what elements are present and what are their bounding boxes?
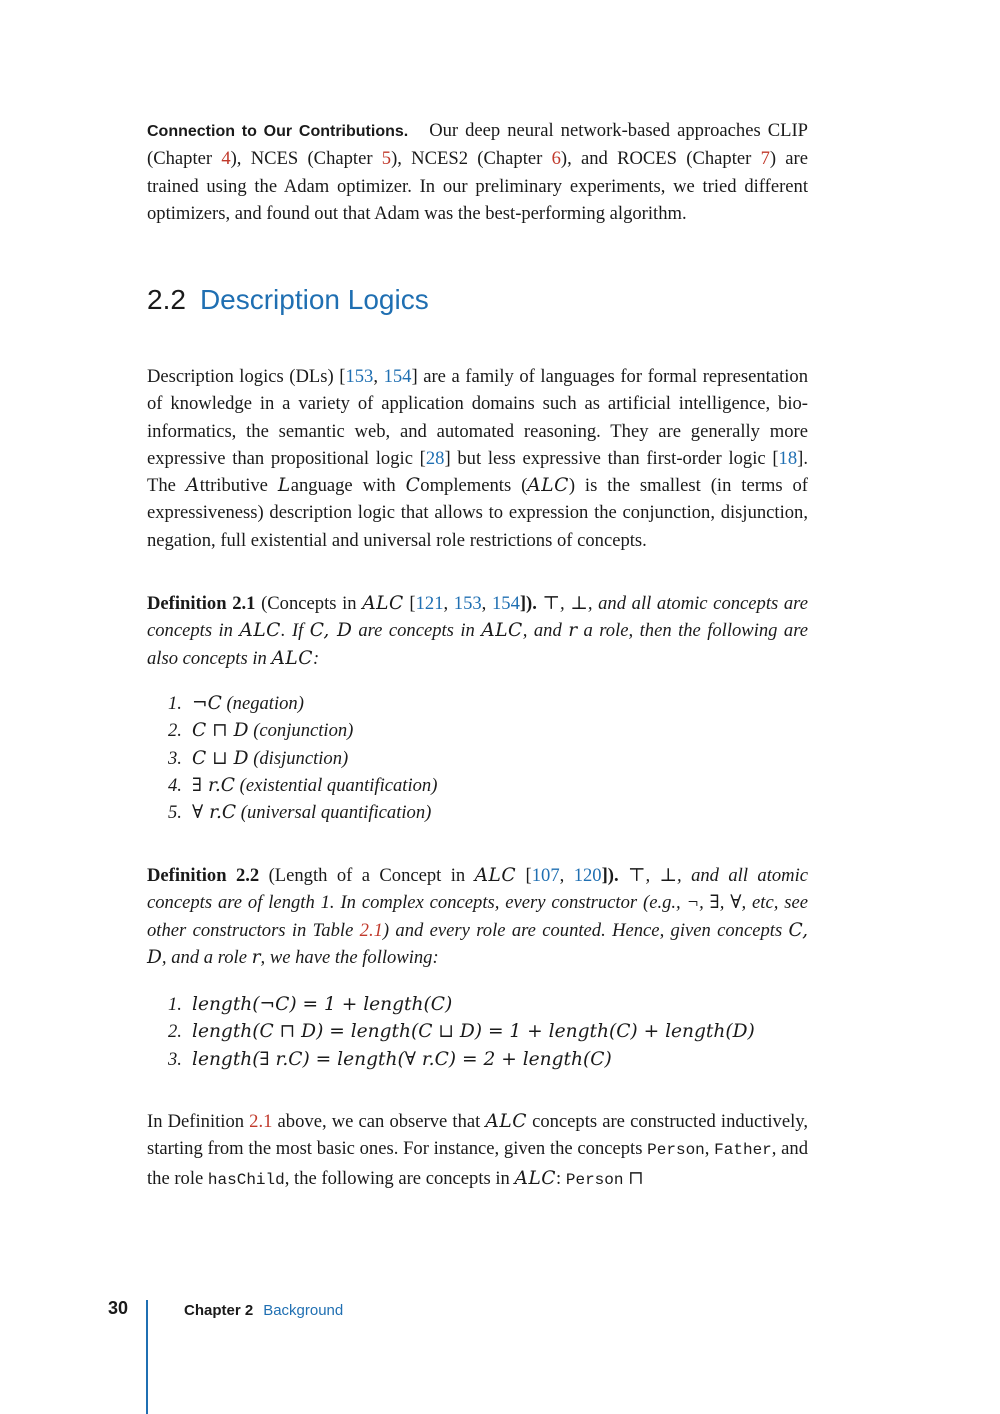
list-item xyxy=(168,717,808,744)
table-ref-2-1[interactable]: 2.1 xyxy=(359,919,383,941)
list-item xyxy=(168,799,808,826)
citation-154[interactable]: 154 xyxy=(491,593,520,614)
citation-153[interactable]: 153 xyxy=(345,366,374,387)
concept-person: Person xyxy=(565,1170,624,1189)
item-expr: length(¬C) = 1 + length(C) xyxy=(192,994,453,1015)
text: ) are trained using the Adam optimizer. In our preliminary experiments, we tried different optimizers, and found out that Adam was the best-performing algorithm. xyxy=(147,148,809,224)
math-var: r xyxy=(251,946,261,968)
chapter-name[interactable]: Background xyxy=(263,1302,344,1319)
text: . If xyxy=(280,620,310,642)
text: above, we can observe that xyxy=(272,1111,486,1132)
alc-symbol: ALC xyxy=(271,647,313,669)
item-expr: length(C ⊓ D) = length(C ⊔ D) = 1 + length(C) + length(D) xyxy=(192,1021,755,1043)
concept-person: Person xyxy=(647,1141,705,1160)
item-expr: ∀ r.C xyxy=(192,802,237,824)
page-number: 30 xyxy=(108,1298,129,1318)
item-desc: (negation) xyxy=(221,693,304,714)
alc-symbol: ALC xyxy=(485,1111,527,1132)
text: , we have the following: xyxy=(260,946,439,968)
text: ]. The xyxy=(147,447,808,497)
text: ]). xyxy=(519,593,537,614)
text: ] but less expressive than first-order logic [ xyxy=(444,447,779,469)
citation-120[interactable]: 120 xyxy=(573,865,602,886)
text: concepts are constructed inductively, starting from the most basic ones. For instance, given the concepts xyxy=(147,1111,808,1160)
text: anguage with xyxy=(290,475,406,497)
text: , xyxy=(704,1138,715,1160)
citation-107[interactable]: 107 xyxy=(531,865,560,886)
item-number: 3. xyxy=(168,747,182,769)
item-expr: length(∃ r.C) = length(∀ r.C) = 2 + length(C) xyxy=(192,1048,612,1070)
alc-symbol: ALC xyxy=(527,475,569,497)
text: ) and every role are counted. Hence, given concepts xyxy=(382,919,789,941)
definition-2-2 xyxy=(147,862,808,971)
item-expr: C ⊔ D xyxy=(192,747,249,769)
definition-2-1-list xyxy=(168,690,808,826)
text: , and xyxy=(522,620,569,642)
text: : xyxy=(312,647,320,669)
item-number: 2. xyxy=(168,1021,182,1043)
chapter-ref-5[interactable]: 5 xyxy=(381,148,392,170)
text: ⊤, ⊥, and all atomic concepts are of length 1. In complex concepts, every constructor (e.g., ¬, ∃, ∀, etc, see other constructors in Table xyxy=(147,865,809,941)
list-item xyxy=(168,690,808,717)
cal-letter: L xyxy=(277,475,291,497)
item-number: 5. xyxy=(168,802,182,824)
math-var: r xyxy=(568,620,578,642)
text: , and the role xyxy=(147,1138,808,1189)
text: (Length of a Concept in xyxy=(259,865,475,886)
alc-symbol: ALC xyxy=(481,620,523,642)
text: , xyxy=(559,865,574,886)
text: [ xyxy=(403,593,416,614)
text: , the following are concepts in xyxy=(284,1167,515,1189)
text: : xyxy=(556,1167,566,1189)
text: , xyxy=(373,366,384,387)
role-haschild: hasChild xyxy=(207,1170,285,1189)
list-item xyxy=(168,1018,808,1045)
text: , and a role xyxy=(161,946,252,968)
page-footer xyxy=(0,1298,1000,1414)
item-desc: (universal quantification) xyxy=(236,802,432,824)
math-var: C, D xyxy=(147,919,809,968)
text: Description logics (DLs) [ xyxy=(147,366,346,387)
text: ] are a family of languages for formal representation of knowledge in a variety of application domains such as artificial intelligence, bio-informatics, the semantic web, and automated reasoning. They are generally more expressive than propositional logic [ xyxy=(147,366,809,469)
citation-121[interactable]: 121 xyxy=(415,593,444,614)
text: ]). xyxy=(601,865,619,886)
text: ), NCES2 (Chapter xyxy=(391,148,552,170)
text: (Concepts in xyxy=(255,593,363,614)
item-number: 3. xyxy=(168,1048,182,1070)
item-expr: ∃ r.C xyxy=(192,774,235,796)
text: ) is the smallest (in terms of expressiveness) description logic that allows to expression the conjunction, disjunction, negation, full existential and universal role restrictions of concepts. xyxy=(147,475,808,551)
alc-symbol: ALC xyxy=(362,593,404,614)
alc-symbol: ALC xyxy=(514,1167,557,1189)
definition-2-1 xyxy=(147,590,808,672)
text: ttributive xyxy=(199,475,278,497)
chapter-ref-4[interactable]: 4 xyxy=(221,148,231,170)
item-number: 1. xyxy=(168,693,182,714)
alc-symbol: ALC xyxy=(239,620,281,642)
list-item xyxy=(168,772,808,799)
citation-154[interactable]: 154 xyxy=(383,366,412,387)
text: ⊤, ⊥, and all atomic concepts are concepts in xyxy=(147,593,808,642)
cal-letter: A xyxy=(185,475,200,497)
definition-label: Definition 2.1 xyxy=(147,593,256,614)
list-item xyxy=(168,991,808,1018)
section-heading xyxy=(147,284,429,316)
definition-ref-2-1[interactable]: 2.1 xyxy=(249,1111,273,1132)
item-desc: (existential quantification) xyxy=(234,774,438,796)
math-var: C, D xyxy=(309,620,352,642)
section-title: Description Logics xyxy=(199,284,429,315)
item-number: 1. xyxy=(168,994,182,1015)
item-desc: (conjunction) xyxy=(248,720,354,742)
text: Our deep neural network-based approaches CLIP (Chapter xyxy=(147,120,809,170)
chapter-ref-7[interactable]: 7 xyxy=(760,148,770,170)
dl-paragraph xyxy=(147,363,808,554)
citation-28[interactable]: 28 xyxy=(425,447,445,469)
item-desc: (disjunction) xyxy=(248,747,349,769)
text: ), and ROCES (Chapter xyxy=(560,148,761,170)
citation-18[interactable]: 18 xyxy=(778,447,798,469)
text: In Definition xyxy=(147,1111,250,1132)
item-number: 4. xyxy=(168,774,182,796)
item-expr: ¬C xyxy=(192,693,222,714)
cal-letter: C xyxy=(405,475,421,497)
definition-2-2-list xyxy=(168,991,808,1073)
text: ⊓ xyxy=(623,1167,644,1189)
definition-label: Definition 2.2 xyxy=(147,865,260,886)
text: are concepts in xyxy=(351,620,482,642)
running-header xyxy=(184,1302,343,1319)
chapter-label: Chapter 2 xyxy=(184,1302,254,1319)
connection-heading: Connection to Our Contributions. xyxy=(147,123,409,140)
section-number: 2.2 xyxy=(147,284,186,315)
text: ), NCES (Chapter xyxy=(230,148,382,170)
list-item xyxy=(168,745,808,772)
text: , xyxy=(481,593,492,614)
item-expr: C ⊓ D xyxy=(192,720,249,742)
citation-153[interactable]: 153 xyxy=(453,593,482,614)
alc-symbol: ALC xyxy=(474,865,517,886)
list-item xyxy=(168,1046,808,1073)
text: [ xyxy=(516,865,532,886)
final-paragraph xyxy=(147,1108,808,1194)
connection-paragraph xyxy=(147,117,808,227)
footer-divider xyxy=(146,1300,148,1414)
text: omplements ( xyxy=(420,475,528,497)
concept-father: Father xyxy=(714,1141,772,1160)
text: a role, then the following are also concepts in xyxy=(147,620,809,669)
item-number: 2. xyxy=(168,720,182,742)
chapter-ref-6[interactable]: 6 xyxy=(551,148,561,170)
text: , xyxy=(443,593,454,614)
